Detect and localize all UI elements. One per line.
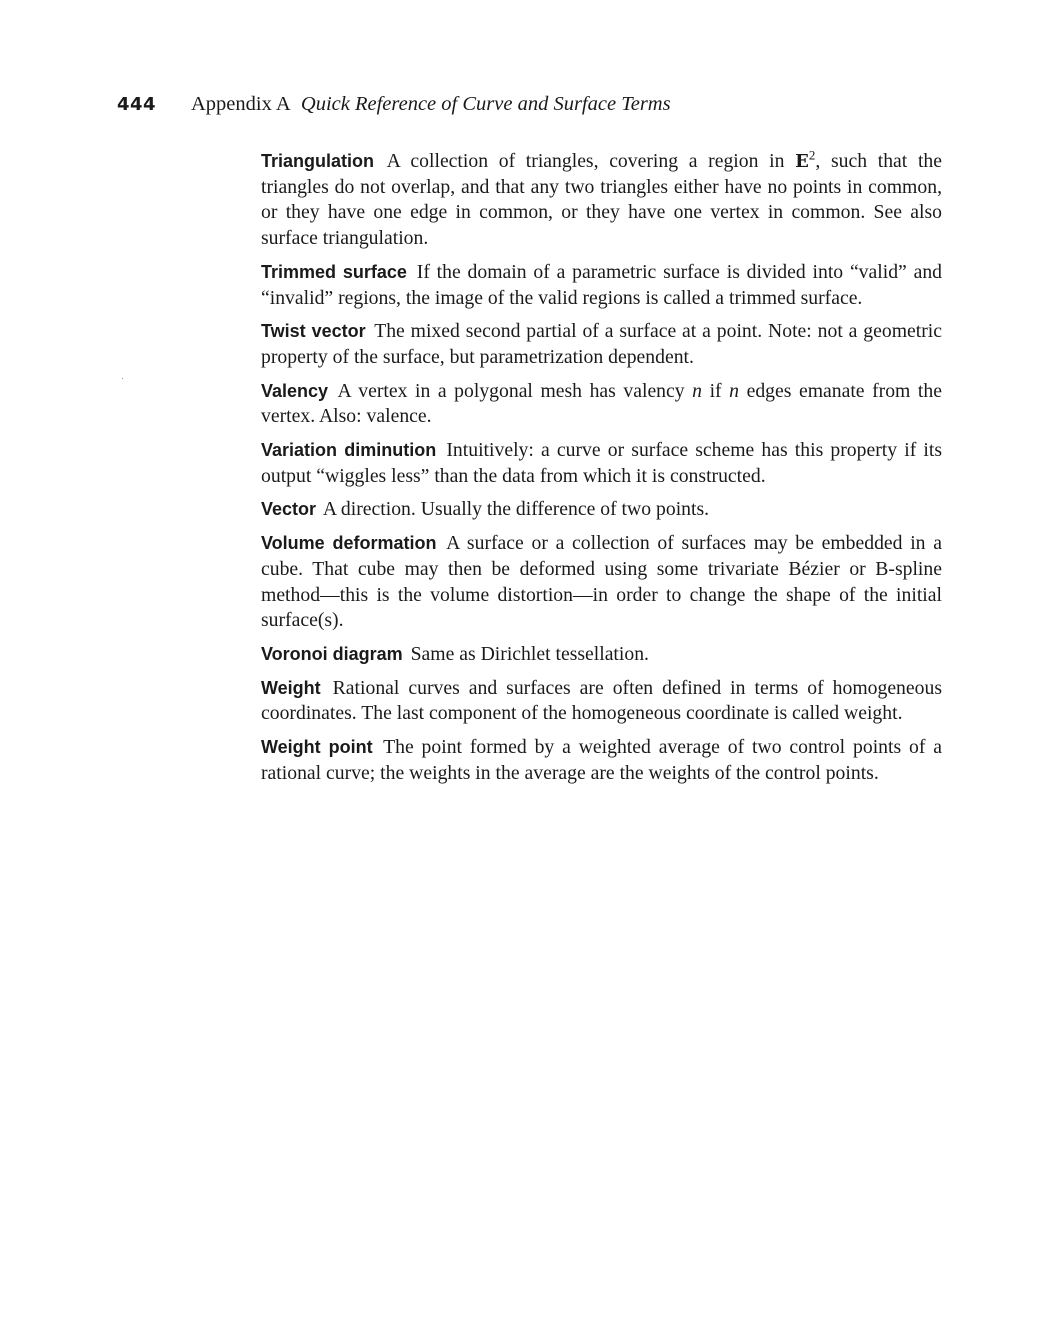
entry-definition: A direction. Usually the difference of two points. bbox=[322, 498, 710, 521]
entry-term: Triangulation bbox=[261, 151, 375, 171]
entry-definition: A surface or a collection of surfaces may be embedded in a cube. That cube may then be deformed using some trivariate Bézier or B-spline method—this is the volume distortion—in order to change the shape of the initial surface(s). bbox=[261, 532, 942, 632]
glossary-entry-twist-vector bbox=[261, 319, 942, 370]
entry-term: Twist vector bbox=[261, 321, 366, 342]
entry-definition: A collection of triangles, covering a region in bbox=[386, 150, 796, 172]
variable-n: n bbox=[692, 379, 703, 402]
dimension-superscript: 2 bbox=[808, 147, 816, 163]
entry-definition: if bbox=[702, 379, 730, 402]
entry-definition: , such that the triangles do not overlap, and that any two triangles either have no points in common, or they have one edge in common, or they have one vertex in common. See also surface triangulation. bbox=[261, 150, 942, 250]
entry-term: Weight point bbox=[261, 737, 373, 758]
entry-definition: A vertex in a polygonal mesh has valency bbox=[337, 379, 693, 402]
glossary-entries bbox=[261, 149, 942, 794]
glossary-entry-weight bbox=[261, 676, 942, 727]
entry-term: Vector bbox=[261, 499, 317, 520]
entry-definition: If the domain of a parametric surface is divided into “valid” and “invalid” regions, the image of the valid regions is called a trimmed surface. bbox=[261, 260, 943, 309]
entry-term: Volume deformation bbox=[261, 533, 437, 554]
entry-definition: Intuitively: a curve or surface scheme has this property if its output “wiggles less” than the data from which it is constructed. bbox=[261, 439, 942, 487]
glossary-entry-volume-deformation bbox=[261, 531, 942, 634]
glossary-entry-valency bbox=[261, 379, 942, 430]
variable-n: n bbox=[729, 379, 740, 402]
glossary-entry-vector bbox=[261, 497, 942, 523]
glossary-entry-triangulation bbox=[261, 149, 942, 252]
entry-term: Valency bbox=[261, 380, 329, 401]
entry-term: Variation diminution bbox=[261, 440, 437, 461]
glossary-entry-weight-point bbox=[261, 735, 942, 786]
glossary-entry-trimmed-surface bbox=[261, 260, 942, 311]
entry-term: Voronoi diagram bbox=[261, 643, 403, 664]
appendix-label: Appendix A bbox=[191, 93, 291, 115]
euclidean-space-symbol: E bbox=[795, 151, 809, 172]
running-head bbox=[117, 91, 671, 118]
entry-definition: edges emanate from the vertex. Also: valence. bbox=[261, 379, 942, 428]
entry-definition: Same as Dirichlet tessellation. bbox=[410, 642, 649, 665]
margin-speck bbox=[122, 378, 123, 379]
glossary-entry-variation-diminution bbox=[261, 438, 942, 489]
entry-term: Weight bbox=[261, 677, 321, 698]
entry-definition: The mixed second partial of a surface at a point. Note: not a geometric property of the surface, but parametrization dependent. bbox=[261, 320, 942, 368]
page-number: 444 bbox=[117, 94, 157, 115]
entry-term: Trimmed surface bbox=[261, 261, 407, 282]
entry-definition: Rational curves and surfaces are often defined in terms of homogeneous coordinates. The last component of the homogeneous coordinate is called weight. bbox=[261, 676, 942, 725]
appendix-title: Quick Reference of Curve and Surface Terms bbox=[300, 93, 671, 115]
glossary-entry-voronoi-diagram bbox=[261, 642, 942, 668]
entry-definition: The point formed by a weighted average of two control points of a rational curve; the weights in the average are the weights of the control points. bbox=[261, 736, 942, 784]
